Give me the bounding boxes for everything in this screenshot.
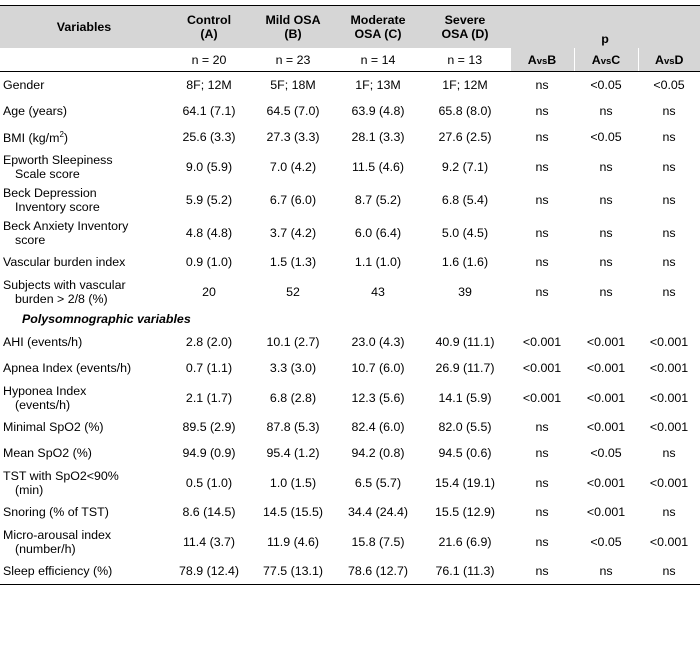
table-cell: ns [535,284,549,299]
row-label [0,329,168,355]
table-cell: 4.8 (4.8) [185,225,233,240]
table-cell: 7.0 (4.2) [269,159,317,174]
p-value-header: p [510,6,700,49]
table-row [0,499,700,525]
group-header-line: Control [186,13,232,27]
table-cell: 77.5 (13.1) [250,558,336,585]
table-cell: 89.5 (2.9) [182,420,236,434]
table-cell: 6.0 (6.4) [354,225,402,240]
table-cell: 63.9 (4.8) [351,104,405,118]
table-row [0,355,700,381]
table-cell: ns [535,420,549,434]
table-cell: 82.4 (6.0) [351,420,405,434]
row-label [0,72,168,99]
table-cell: 1.1 (1.0) [354,255,402,269]
table-cell: 14.5 (15.5) [263,505,323,519]
group-header-line: Severe [444,13,486,27]
table-cell: <0.001 [586,420,626,434]
row-label-line: Apnea Index (events/h) [3,361,132,375]
table-cell: 10.7 (6.0) [351,361,405,375]
group-header-line: Mild OSA [265,13,321,27]
n-mild: n = 23 [250,48,336,72]
row-label-line: Gender [3,78,45,92]
table-cell: ns [662,225,676,240]
row-label-line: Hyponea Index [3,383,87,398]
table-cell: 95.4 (1.2) [266,446,320,460]
n-control: n = 20 [168,48,250,72]
row-label [0,525,168,558]
table-row [0,329,700,355]
table-cell: ns [662,159,676,174]
table-cell: ns [662,130,676,144]
row-label [0,183,168,216]
row-label-line: burden > 2/8 (%) [15,291,108,306]
row-label [0,275,168,308]
table-cell: 5.0 (4.5) [441,225,489,240]
table-cell: 0.7 (1.1) [185,361,233,375]
table-cell: <0.05 [590,446,622,460]
table-cell: 6.5 (5.7) [354,475,402,490]
table-cell: 10.1 (2.7) [266,335,320,349]
table-cell: 39 [458,284,472,299]
table-cell: 11.4 (3.7) [182,534,236,549]
subheader-row [0,48,700,72]
table-cell: 6.8 (2.8) [269,390,317,405]
row-label [0,466,168,499]
table-cell: 2.8 (2.0) [185,335,233,349]
table-cell: <0.001 [649,420,689,434]
row-label-line: Sleep efficiency (%) [3,564,113,578]
table-cell: <0.001 [522,335,562,349]
table-row [0,440,700,466]
group-header-control [168,6,250,49]
table-cell: 65.8 (8.0) [438,104,492,118]
table-cell: ns [662,505,676,519]
row-label [0,558,168,585]
table-cell: 28.1 (3.3) [351,130,405,144]
table-cell: 64.5 (7.0) [266,104,320,118]
table-cell: 8F; 12M [186,78,232,92]
table-cell: 76.1 (11.3) [420,558,510,585]
table-cell: 15.8 (7.5) [351,534,405,549]
table-cell: ns [535,446,549,460]
table-cell: <0.05 [590,130,622,144]
table-cell: 34.4 (24.4) [348,505,408,519]
comparison-a-vs-b: AvsB [510,48,574,72]
table-cell: 9.0 (5.9) [185,159,233,174]
row-label-line: Vascular burden index [3,255,126,269]
table-cell: ns [574,558,638,585]
table-cell: ns [599,159,613,174]
table-cell: ns [535,225,549,240]
group-header-moderate [336,6,420,49]
table-cell: 8.6 (14.5) [182,505,236,519]
row-label [0,355,168,381]
row-label-line: Micro-arousal index [3,527,112,542]
row-label-line: Minimal SpO2 (%) [3,420,104,434]
table-cell: ns [535,534,549,549]
blank-cell [0,48,168,72]
table-cell: 78.6 (12.7) [336,558,420,585]
row-label-line: AHI (events/h) [3,335,83,349]
table-cell: 15.4 (19.1) [435,475,495,490]
table-cell: ns [662,446,676,460]
table-cell: 27.3 (3.3) [266,130,320,144]
row-label-line: (min) [15,482,44,497]
table-cell: 82.0 (5.5) [438,420,492,434]
table-cell: 11.9 (4.6) [266,534,320,549]
table-cell: <0.05 [590,78,622,92]
row-label-line: Snoring (% of TST) [3,505,109,519]
table-cell: ns [535,104,549,118]
row-label [0,440,168,466]
table-cell: ns [535,475,549,490]
table-cell: ns [535,78,549,92]
table-cell: 5.9 (5.2) [185,192,233,207]
group-header-line: OSA (C) [354,27,402,41]
row-label-line: Scale score [15,166,80,181]
table-cell: <0.001 [649,475,689,490]
row-label-line: Age (years) [3,104,68,118]
table-cell: 1F; 12M [442,78,488,92]
table-cell: 5F; 18M [270,78,316,92]
table-row [0,98,700,124]
table-row [0,249,700,275]
table-cell: <0.001 [586,335,626,349]
table-cell: 12.3 (5.6) [351,390,405,405]
table-row [0,275,700,308]
row-label-line: (number/h) [15,541,76,556]
table-cell: ns [535,159,549,174]
header-row [0,6,700,49]
table-cell: 15.5 (12.9) [435,505,495,519]
row-label [0,249,168,275]
table-cell: 6.7 (6.0) [269,192,317,207]
table-cell: 27.6 (2.5) [438,130,492,144]
group-header-severe [420,6,510,49]
row-label-line: Beck Depression [3,185,97,200]
table-cell: ns [535,255,549,269]
group-header-line: (A) [200,27,218,41]
comparison-a-vs-c: AvsC [574,48,638,72]
row-label-line: Inventory score [15,199,100,214]
row-label-line: BMI (kg/m [3,131,60,146]
table-cell: 8.7 (5.2) [354,192,402,207]
row-label-suffix: ) [63,131,69,146]
table-cell: ns [535,192,549,207]
table-cell: ns [535,130,549,144]
table-cell: <0.05 [590,534,622,549]
table-cell: ns [662,104,676,118]
table-cell: <0.001 [649,534,689,549]
table-cell: 94.5 (0.6) [438,446,492,460]
table-cell: ns [599,225,613,240]
table-cell: 11.5 (4.6) [351,159,405,174]
table-cell: 1.0 (1.5) [269,475,317,490]
table-cell: ns [599,104,613,118]
table-row [0,72,700,99]
table-cell: 6.8 (5.4) [441,192,489,207]
group-header-mild [250,6,336,49]
table-cell: 0.5 (1.0) [185,475,233,490]
row-label [0,216,168,249]
table-cell: 23.0 (4.3) [351,335,405,349]
table-cell: <0.001 [649,361,689,375]
row-label [0,499,168,525]
table-cell: ns [638,558,700,585]
row-label-line: Subjects with vascular [3,277,126,292]
table-cell: 64.1 (7.1) [182,104,236,118]
table-cell: <0.001 [586,390,626,405]
row-label-line: TST with SpO2<90% [3,468,119,483]
table-cell: 94.2 (0.8) [351,446,405,460]
group-header-line: (B) [284,27,302,41]
table-cell: 20 [202,284,216,299]
table-cell: ns [662,192,676,207]
table-cell: ns [599,192,613,207]
row-label [0,414,168,440]
table-row [0,414,700,440]
table-cell: 43 [371,284,385,299]
table-cell: 94.9 (0.9) [182,446,236,460]
table-row [0,124,700,150]
table-cell: <0.001 [586,475,626,490]
row-label [0,381,168,414]
table-cell: <0.001 [649,390,689,405]
table-cell: <0.001 [522,390,562,405]
table-cell: 52 [286,284,300,299]
table-cell: 25.6 (3.3) [182,130,236,144]
row-label [0,98,168,124]
table-cell: 0.9 (1.0) [185,255,233,269]
table-cell: ns [510,558,574,585]
table-cell: 3.3 (3.0) [269,361,317,375]
table-cell: 1F; 13M [355,78,401,92]
table-cell: 87.8 (5.3) [266,420,320,434]
row-label-line: Beck Anxiety Inventory [3,218,129,233]
table-cell: ns [599,284,613,299]
table-cell: <0.05 [653,78,685,92]
table-cell: 78.9 (12.4) [168,558,250,585]
table-row [0,525,700,558]
table-cell: 40.9 (11.1) [435,335,495,349]
n-severe: n = 13 [420,48,510,72]
table-row [0,558,700,585]
table-cell: 1.5 (1.3) [269,255,317,269]
table-cell: <0.001 [522,361,562,375]
table-row [0,183,700,216]
table-row [0,381,700,414]
table-cell: <0.001 [586,361,626,375]
table-row [0,216,700,249]
table-cell: ns [599,255,613,269]
results-table [0,5,700,585]
comparison-a-vs-d: AvsD [638,48,700,72]
row-label-line: Epworth Sleepiness [3,152,113,167]
table-cell: <0.001 [649,335,689,349]
section-title: Polysomnographic variables [22,311,191,326]
table-cell: 9.2 (7.1) [441,159,489,174]
table-cell: <0.001 [586,505,626,519]
table-row [0,150,700,183]
table-cell: ns [662,284,676,299]
group-header-line: OSA (D) [441,27,489,41]
row-label-line: (events/h) [15,397,71,412]
table-cell: 2.1 (1.7) [185,390,233,405]
variables-header: Variables [0,6,168,49]
group-header-line: Moderate [350,13,406,27]
superscript: 2 [59,130,64,140]
table-cell: ns [535,505,549,519]
table-cell: 3.7 (4.2) [269,225,317,240]
n-moderate: n = 14 [336,48,420,72]
row-label [0,150,168,183]
table-cell: 26.9 (11.7) [435,361,495,375]
section-row [0,308,700,329]
table-cell: 14.1 (5.9) [438,390,492,405]
row-label-line: score [15,232,46,247]
table-cell: 21.6 (6.9) [438,534,492,549]
table-row [0,466,700,499]
table-cell: 1.6 (1.6) [441,255,489,269]
table-cell: ns [662,255,676,269]
row-label [0,124,168,150]
row-label-line: Mean SpO2 (%) [3,446,92,460]
